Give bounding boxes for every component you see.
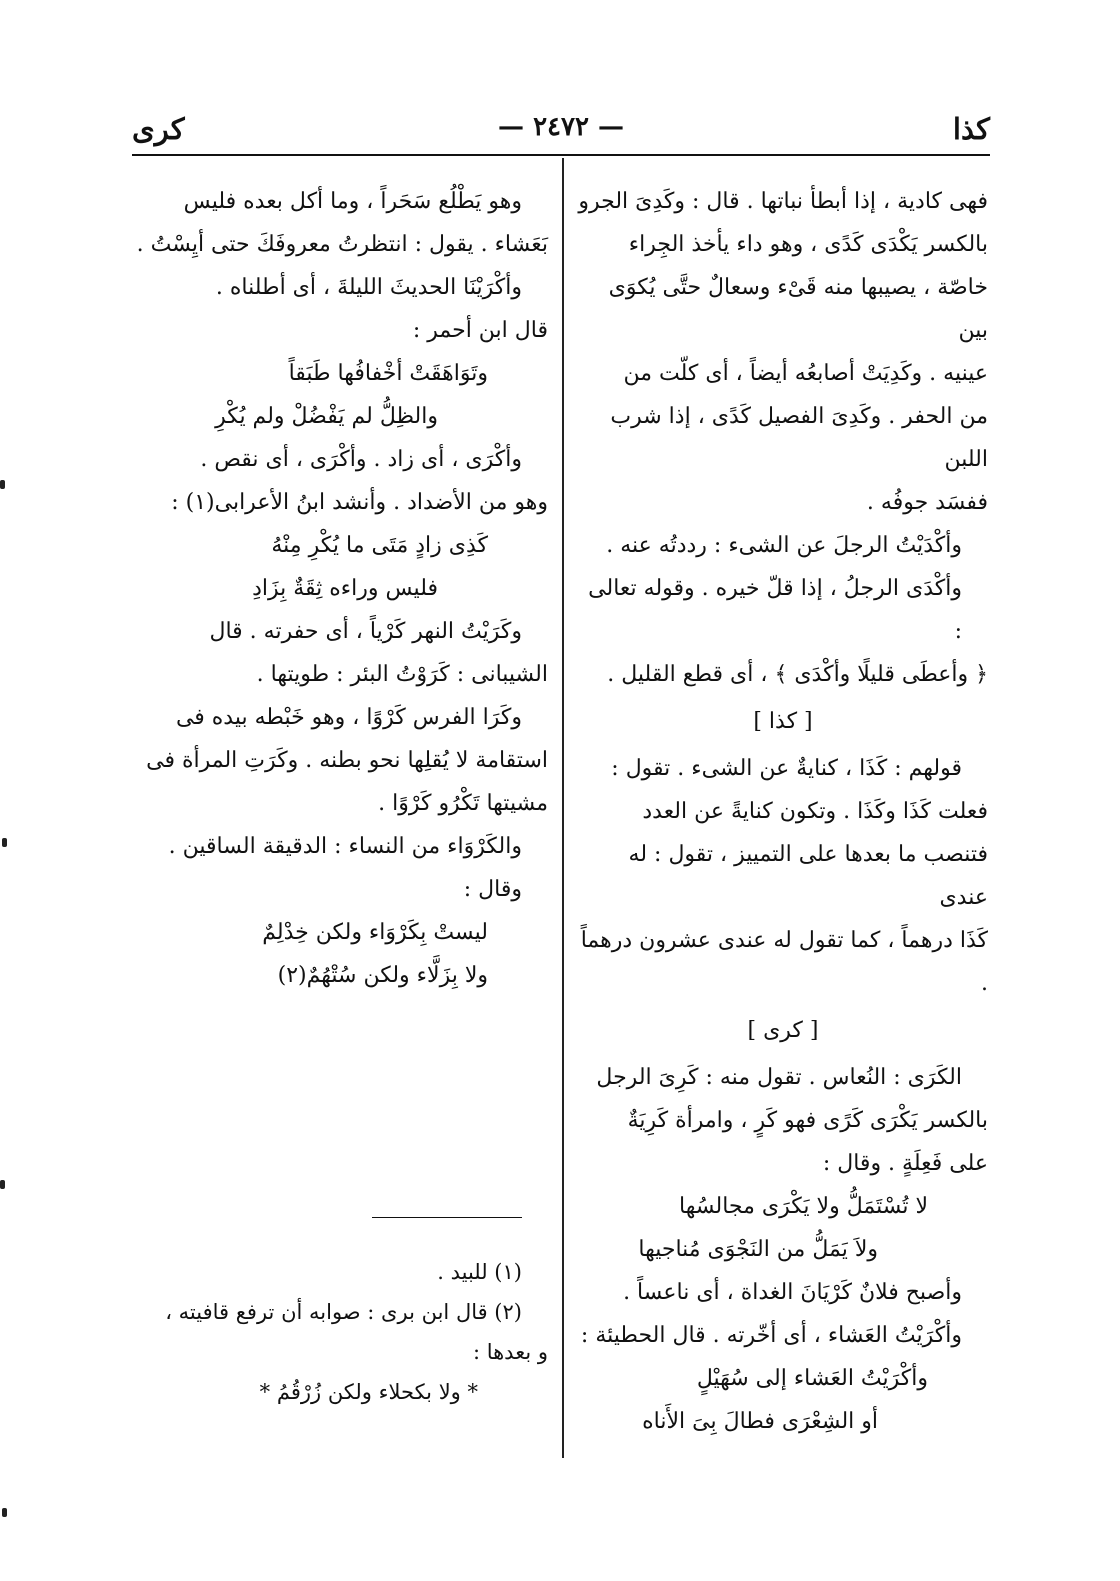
text-line: وكَرَا الفرس كَرْوًا ، وهو خَبْطه بيده فى (175, 705, 522, 730)
verse-line: ولاَ يَمَلُّ من النَجْوَى مُناجيها (638, 1237, 878, 1262)
text-line: ﴿ وأعطَى قليلًا وأكْدَى ﴾ ، أى قطع القليل . (607, 662, 988, 687)
text-line: وأكْدَى الرجلُ ، إذا قلّ خيره . وقوله تعالى : (588, 576, 962, 644)
text-line: استقامة لا يُقلِها نحو بطنه . وكَرَتِ المرأة فى (146, 748, 548, 773)
footnote-2: (٢) قال ابن برى : صوابه أن ترفع قافيته ، (165, 1300, 522, 1324)
text-line: عينيه . وكَدِيَتْ أصابعُه أيضاً ، أى كلّت من (623, 361, 988, 386)
text-line: مشيتها تَكْرُو كَرْوًا . (378, 791, 548, 816)
headword-right: كذا (952, 112, 990, 146)
verse-line: فليس وراءه ثِقَةٌ بِزَادِ (252, 576, 438, 601)
margin-mark (2, 838, 7, 847)
verse-line: وأكْرَيْتُ العَشاء إلى سُهَيْلٍ (696, 1366, 928, 1391)
column-divider (562, 158, 564, 1458)
text-line: فتنصب ما بعدها على التمييز ، تقول : له عندى (628, 842, 988, 910)
text-line: من الحفر . وكَدِىَ الفصيل كَدًى ، إذا شرب اللبن (610, 404, 988, 472)
verse-line: كَذِى زادٍ مَتَى ما يُكْرِ مِنْهُ (271, 533, 488, 558)
left-column (134, 180, 548, 997)
margin-mark (2, 1508, 7, 1517)
right-column (578, 180, 988, 1443)
footnote-1: (١) للبيد . (437, 1260, 522, 1284)
footnote-rule (372, 1217, 522, 1218)
footnote-verse: * ولا بكحلاء ولكن زُرْقُمُ * (259, 1380, 478, 1404)
paragraph-asbaha: وأصبح فلانٌ كَرْيَانَ الغداة ، أى ناعساً . (623, 1280, 962, 1305)
verse-line: والظِلُّ لم يَفْضُلْ ولم يُكْرِ (215, 404, 438, 429)
paragraph-akrayna: وأكْرَيْنَا الحديثَ الليلةَ ، أى أطلناه . (215, 275, 522, 300)
headword-left: كرى (132, 112, 185, 146)
text-line: بالكسر يَكْرَى كَرًى فهو كَرٍ ، وامرأة كَرِيَةٌ (627, 1108, 988, 1133)
paragraph-akra: وأكْرَى ، أى زاد . وأكْرَى ، أى نقص . (200, 447, 522, 472)
text-line: بالكسر يَكْدَى كَدًى ، وهو داء يأخذ الجِراء (628, 232, 988, 257)
footnote-2-continuation: و بعدها : (472, 1340, 548, 1364)
text-line: الكَرَى : النُعاس . تقول منه : كَرِىَ الرجل (596, 1065, 962, 1090)
text-line: فهى كادية ، إذا أبطأ نباتها . قال : وكَدِىَ الجرو (578, 189, 988, 214)
page-header (132, 112, 990, 154)
paragraph-akdayt: وأكْدَيْتُ الرجلَ عن الشىء : رددتُه عنه . (606, 533, 962, 558)
text-line: ففسَد جوفُه . (866, 490, 988, 515)
paragraph-akrayt: وأكْرَيْتُ العَشاء ، أى أخّرته . قال الحطيئة : (580, 1323, 962, 1348)
verse-line: ليستْ بِكَرْوَاء ولكن خِدْلِمٌ (262, 920, 488, 945)
text-line: وكَرَيْتُ النهر كَرْياً ، أى حفرته . قال (209, 619, 522, 644)
text-line: فعلت كَذَا وكَذَا . وتكون كنايةً عن العدد (642, 799, 988, 824)
verse-line: وتَوَاهَقَتْ أخْفافُها طَبَقاً (288, 361, 488, 386)
text-line: بَعَشاء . يقول : انتظرتُ معروفَكَ حتى أيِسْتُ . (136, 232, 548, 257)
text-line: كَذَا درهماً ، كما تقول له عندى عشرون درهماً . (580, 928, 988, 996)
attribution-ibn-ahmar: قال ابن أحمر : (412, 318, 548, 343)
margin-mark (0, 1180, 5, 1189)
margin-mark (0, 480, 5, 489)
header-rule (132, 154, 990, 156)
text-line: خاصّة ، يصيبها منه قَىْء وسعالٌ حتَّى يُكوَى بين (608, 275, 988, 343)
text-line: الشيبانى : كَرَوْتُ البئر : طويتها . (256, 662, 548, 687)
page-number: — ٢٤٧٢ — (498, 112, 624, 142)
text-line: وهو يَطْلُع سَحَراً ، وما أكل بعده فليس (183, 189, 522, 214)
footnotes (134, 1252, 548, 1412)
verse-line: ولا بِزَلَّاء ولكن سُتْهُمٌ(٢) (277, 963, 488, 988)
text-waqala: وقال : (463, 877, 522, 902)
verse-line: لا تُسْتَمَلُّ ولا يَكْرَى مجالسُها (679, 1194, 928, 1219)
paragraph-addad: وهو من الأضداد . وأنشد ابنُ الأعرابى(١) : (171, 490, 548, 515)
text-line: قولهم : كَذَا ، كنايةٌ عن الشىء . تقول : (611, 756, 962, 781)
entry-heading-kara: [ كرى ] (747, 1018, 819, 1043)
paragraph-karwa: والكَرْوَاء من النساء : الدقيقة الساقين . (168, 834, 522, 859)
verse-line: أو الشِعْرَى فطالَ بِىَ الأَناه (642, 1409, 878, 1434)
entry-heading-kadha: [ كذا ] (753, 709, 813, 734)
text-line: على فَعِلَةٍ . وقال : (822, 1151, 988, 1176)
